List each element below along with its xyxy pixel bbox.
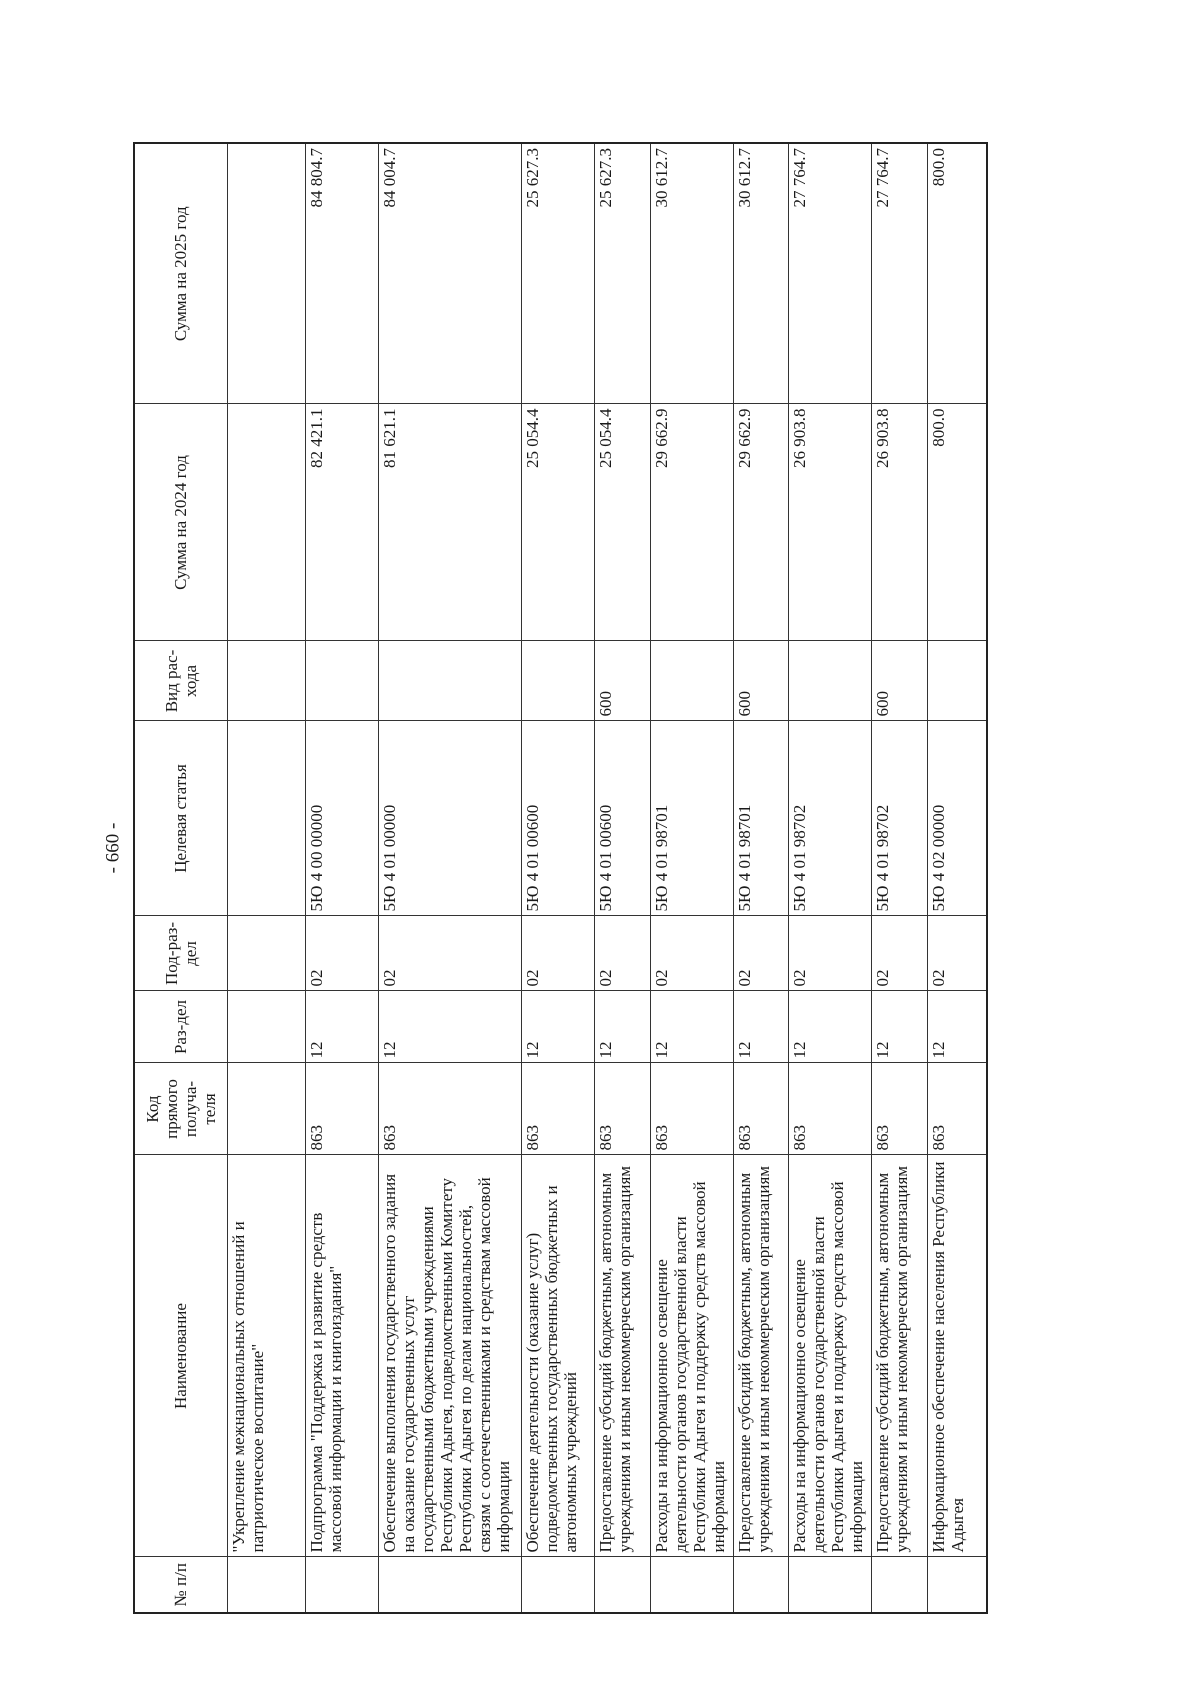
cell-section: 12 <box>305 991 378 1063</box>
header-section: Раз-дел <box>134 991 228 1063</box>
cell-target: 5Ю 4 01 00600 <box>595 721 651 916</box>
table-row <box>733 143 789 1613</box>
cell-section: 12 <box>595 991 651 1063</box>
cell-no <box>650 1557 733 1613</box>
cell-sum2025: 84 004.7 <box>378 143 521 404</box>
cell-code: 863 <box>789 1063 872 1155</box>
cell-name: "Укрепление межнациональных отношений и патриотическое воспитание" <box>228 1155 306 1557</box>
header-target: Целевая статья <box>134 721 228 916</box>
table-row <box>927 143 987 1613</box>
cell-no <box>305 1557 378 1613</box>
cell-code: 863 <box>927 1063 987 1155</box>
cell-target: 5Ю 4 00 00000 <box>305 721 378 916</box>
cell-target: 5Ю 4 01 00000 <box>378 721 521 916</box>
cell-exp-type <box>927 641 987 721</box>
cell-section: 12 <box>521 991 594 1063</box>
cell-exp-type <box>228 641 306 721</box>
cell-target: 5Ю 4 01 98702 <box>872 721 928 916</box>
cell-no <box>733 1557 789 1613</box>
cell-target: 5Ю 4 01 98701 <box>650 721 733 916</box>
table-row <box>650 143 733 1613</box>
cell-target: 5Ю 4 01 00600 <box>521 721 594 916</box>
cell-exp-type <box>378 641 521 721</box>
cell-sum2024: 29 662.9 <box>650 404 733 641</box>
cell-name: Подпрограмма "Поддержка и развитие средств массовой информации и книгоиздания" <box>305 1155 378 1557</box>
cell-no <box>872 1557 928 1613</box>
cell-name: Предоставление субсидий бюджетным, автономным учреждениям и иным некоммерческим организациям <box>595 1155 651 1557</box>
header-no: № п/п <box>134 1557 228 1613</box>
table-row <box>521 143 594 1613</box>
cell-section: 12 <box>927 991 987 1063</box>
cell-sum2025: 30 612.7 <box>650 143 733 404</box>
cell-code: 863 <box>595 1063 651 1155</box>
cell-code <box>228 1063 306 1155</box>
cell-no <box>789 1557 872 1613</box>
header-name: Наименование <box>134 1155 228 1557</box>
page-number <box>93 788 133 908</box>
header-row <box>134 143 228 1613</box>
cell-subsection: 02 <box>872 916 928 991</box>
cell-subsection: 02 <box>521 916 594 991</box>
cell-code: 863 <box>378 1063 521 1155</box>
cell-sum2024 <box>228 404 306 641</box>
cell-section: 12 <box>789 991 872 1063</box>
cell-subsection: 02 <box>789 916 872 991</box>
budget-table <box>133 142 988 1614</box>
cell-no <box>378 1557 521 1613</box>
cell-sum2025 <box>228 143 306 404</box>
cell-section: 12 <box>872 991 928 1063</box>
cell-code: 863 <box>872 1063 928 1155</box>
cell-no <box>521 1557 594 1613</box>
cell-section: 12 <box>650 991 733 1063</box>
cell-sum2024: 82 421.1 <box>305 404 378 641</box>
cell-sum2025: 25 627.3 <box>595 143 651 404</box>
cell-sum2024: 25 054.4 <box>595 404 651 641</box>
cell-sum2025: 84 804.7 <box>305 143 378 404</box>
cell-name: Предоставление субсидий бюджетным, автономным учреждениям и иным некоммерческим организациям <box>733 1155 789 1557</box>
cell-name: Расходы на информационное освещение деятельности органов государственной власти Республики Адыгея и поддержку средств массовой информации <box>650 1155 733 1557</box>
cell-exp-type <box>650 641 733 721</box>
cell-sum2024: 29 662.9 <box>733 404 789 641</box>
cell-sum2025: 800.0 <box>927 143 987 404</box>
header-sum2025: Сумма на 2025 год <box>134 143 228 404</box>
cell-name: Информационное обеспечение населения Республики Адыгея <box>927 1155 987 1557</box>
cell-sum2024: 26 903.8 <box>789 404 872 641</box>
header-sum2024: Сумма на 2024 год <box>134 404 228 641</box>
page-number-text: - 660 - <box>102 822 123 874</box>
table-row <box>789 143 872 1613</box>
cell-section: 12 <box>733 991 789 1063</box>
cell-sum2025: 25 627.3 <box>521 143 594 404</box>
cell-exp-type: 600 <box>733 641 789 721</box>
cell-subsection: 02 <box>595 916 651 991</box>
cell-code: 863 <box>650 1063 733 1155</box>
header-code: Код прямого получа-теля <box>134 1063 228 1155</box>
cell-code: 863 <box>733 1063 789 1155</box>
budget-table-rotated <box>133 144 988 1614</box>
table-row <box>595 143 651 1613</box>
cell-section: 12 <box>378 991 521 1063</box>
cell-sum2024: 800.0 <box>927 404 987 641</box>
cell-exp-type: 600 <box>872 641 928 721</box>
cell-sum2025: 30 612.7 <box>733 143 789 404</box>
cell-target: 5Ю 4 02 00000 <box>927 721 987 916</box>
cell-sum2024: 25 054.4 <box>521 404 594 641</box>
cell-name: Расходы на информационное освещение деятельности органов государственной власти Республики Адыгея и поддержку средств массовой информации <box>789 1155 872 1557</box>
table-row <box>872 143 928 1613</box>
cell-code: 863 <box>521 1063 594 1155</box>
cell-target <box>228 721 306 916</box>
cell-subsection: 02 <box>650 916 733 991</box>
cell-sum2024: 26 903.8 <box>872 404 928 641</box>
cell-name: Обеспечение выполнения государственного задания на оказание государственных услуг государственными бюджетными учреждениями Республики Адыгея, подведомственными Комитету Республики Адыгея по делам национальностей, связям с соотечественниками и средствам массовой информации <box>378 1155 521 1557</box>
cell-target: 5Ю 4 01 98702 <box>789 721 872 916</box>
cell-section <box>228 991 306 1063</box>
cell-no <box>228 1557 306 1613</box>
cell-name: Обеспечение деятельности (оказание услуг) подведомственных государственных бюджетных и автономных учреждений <box>521 1155 594 1557</box>
table-row <box>305 143 378 1613</box>
cell-exp-type <box>789 641 872 721</box>
cell-exp-type: 600 <box>595 641 651 721</box>
cell-subsection: 02 <box>378 916 521 991</box>
cell-subsection: 02 <box>927 916 987 991</box>
table-row <box>378 143 521 1613</box>
table-body <box>228 143 988 1613</box>
cell-subsection: 02 <box>305 916 378 991</box>
cell-code: 863 <box>305 1063 378 1155</box>
cell-no <box>595 1557 651 1613</box>
cell-exp-type <box>305 641 378 721</box>
cell-subsection: 02 <box>733 916 789 991</box>
cell-name: Предоставление субсидий бюджетным, автономным учреждениям и иным некоммерческим организациям <box>872 1155 928 1557</box>
cell-sum2024: 81 621.1 <box>378 404 521 641</box>
cell-sum2025: 27 764.7 <box>872 143 928 404</box>
table-row <box>228 143 306 1613</box>
cell-subsection <box>228 916 306 991</box>
header-exp-type: Вид рас-хода <box>134 641 228 721</box>
cell-no <box>927 1557 987 1613</box>
header-subsection: Под-раз-дел <box>134 916 228 991</box>
cell-target: 5Ю 4 01 98701 <box>733 721 789 916</box>
cell-sum2025: 27 764.7 <box>789 143 872 404</box>
cell-exp-type <box>521 641 594 721</box>
